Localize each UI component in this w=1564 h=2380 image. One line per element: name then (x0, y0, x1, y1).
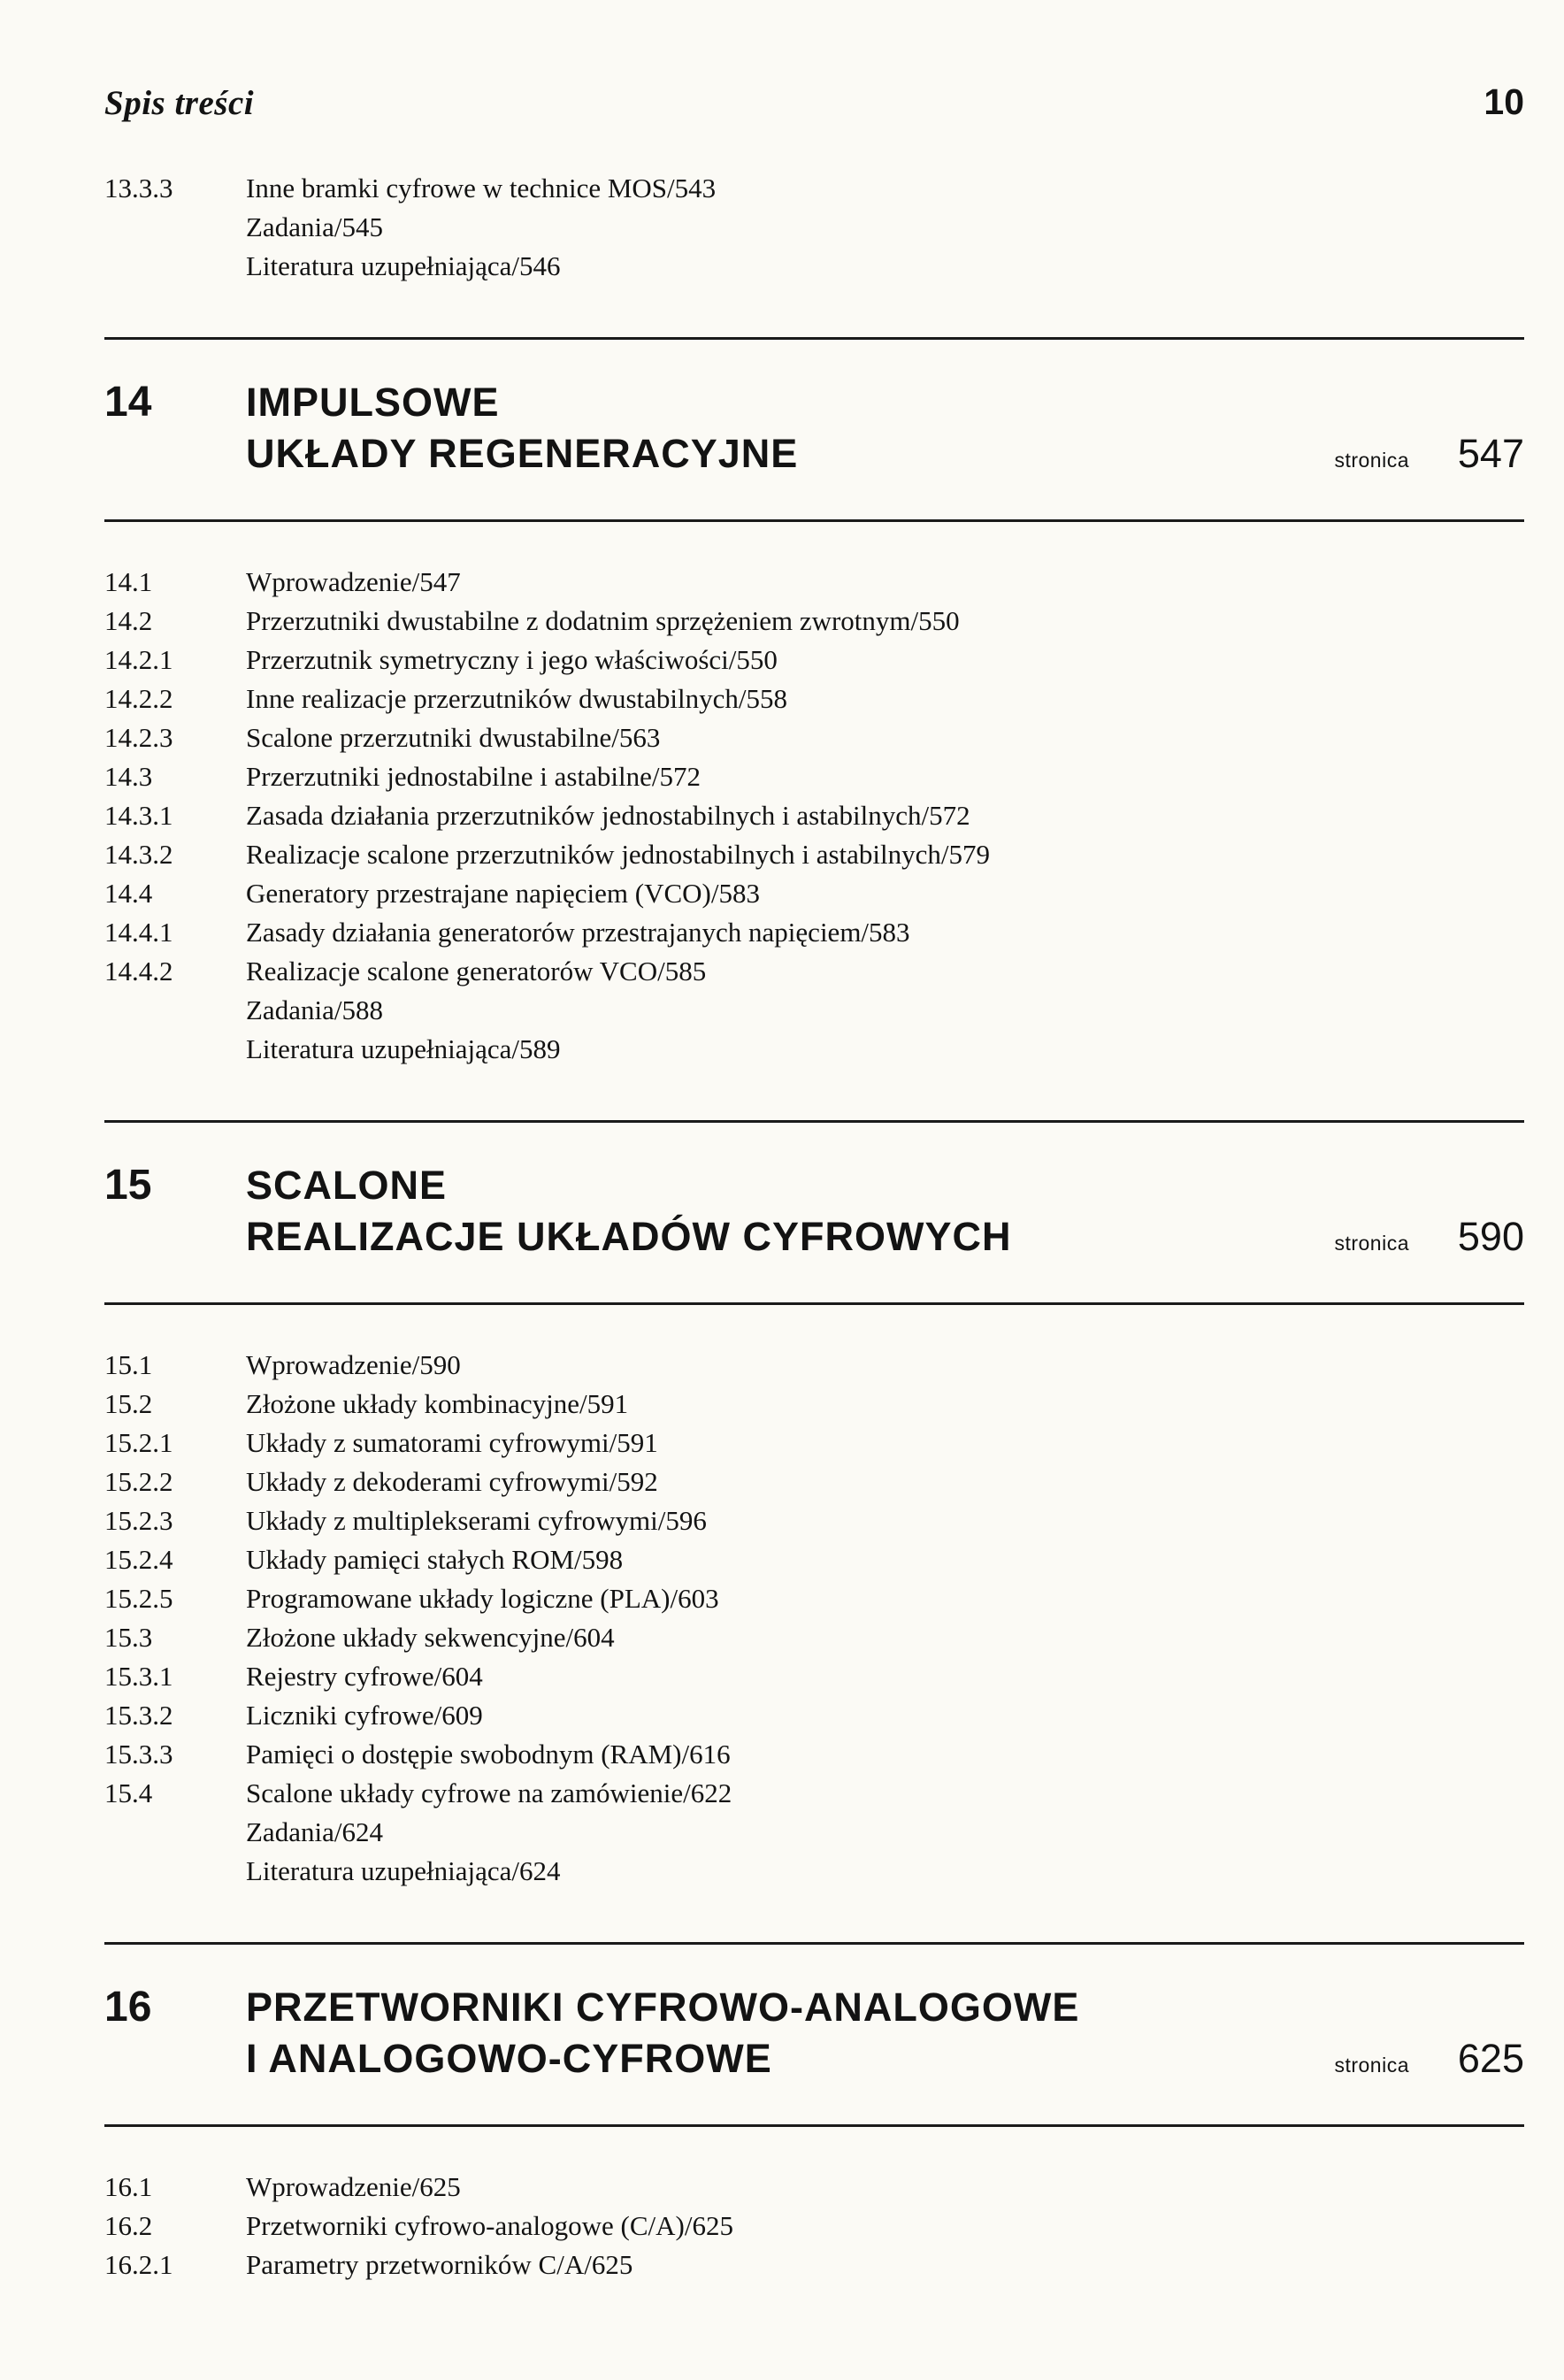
page-title: Spis treści (104, 84, 255, 122)
toc-entry-row (104, 1813, 1524, 1852)
entry-text: Inne realizacje przerzutników dwustabilnych/558 (246, 683, 788, 714)
entry-number: 16.2.1 (104, 2249, 173, 2280)
chapter-number: 15 (104, 1162, 152, 1209)
toc-entry-row (104, 1735, 1524, 1774)
entry-number: 16.1 (104, 2171, 153, 2202)
toc-entry-row (104, 1030, 1524, 1069)
entry-text: Zadania/588 (246, 994, 383, 1025)
toc-entry-row (104, 952, 1524, 991)
entry-text: Zasady działania generatorów przestrajanych napięciem/583 (246, 917, 910, 948)
entry-text: Scalone układy cyfrowe na zamówienie/622 (246, 1777, 732, 1808)
entry-text: Scalone przerzutniki dwustabilne/563 (246, 722, 661, 753)
entry-text: Zadania/545 (246, 211, 383, 242)
page-number: 10 (1484, 81, 1524, 122)
toc-entry-row (104, 1618, 1524, 1657)
toc-entry-row (104, 874, 1524, 913)
toc-entry-row (104, 247, 1524, 286)
toc-entry-row (104, 835, 1524, 874)
chapter-number: 16 (104, 1984, 152, 2031)
entry-number: 15.3 (104, 1622, 153, 1653)
entry-text: Literatura uzupełniająca/589 (246, 1033, 561, 1064)
entry-text: Złożone układy sekwencyjne/604 (246, 1622, 615, 1653)
entry-text: Generatory przestrajane napięciem (VCO)/583 (246, 878, 760, 909)
toc-entry-row (104, 1774, 1524, 1813)
toc-section-14 (104, 563, 1524, 1069)
entry-text: Liczniki cyfrowe/609 (246, 1700, 483, 1731)
entry-number: 14.4 (104, 878, 153, 909)
entry-number: 15.1 (104, 1349, 153, 1380)
toc-entry-row (104, 1579, 1524, 1618)
toc-entry-row (104, 796, 1524, 835)
toc-entry-row (104, 1346, 1524, 1385)
entry-number: 15.2.1 (104, 1427, 173, 1458)
page-header (104, 81, 1524, 123)
entry-number: 15.3.1 (104, 1661, 173, 1692)
toc-entry-row (104, 913, 1524, 952)
entry-number: 16.2 (104, 2210, 153, 2241)
toc-entry-row (104, 169, 1524, 208)
entry-text: Rejestry cyfrowe/604 (246, 1661, 483, 1692)
toc-entry-row (104, 1385, 1524, 1424)
entry-text: Pamięci o dostępie swobodnym (RAM)/616 (246, 1739, 731, 1770)
entry-number: 15.3.2 (104, 1700, 173, 1731)
entry-number: 14.2 (104, 605, 153, 636)
entry-number: 15.2.2 (104, 1466, 173, 1497)
entry-number: 14.3 (104, 761, 153, 792)
entry-text: Wprowadzenie/625 (246, 2171, 461, 2202)
chapter-heading-15 (104, 1123, 1524, 1269)
chapter-heading-16 (104, 1945, 1524, 2091)
toc-entry-row (104, 563, 1524, 602)
entry-text: Przerzutniki jednostabilne i astabilne/572 (246, 761, 701, 792)
entry-number: 14.4.1 (104, 917, 173, 948)
entry-text: Przetworniki cyfrowo-analogowe (C/A)/625 (246, 2210, 733, 2241)
divider (104, 2124, 1524, 2127)
toc-section-13 (104, 169, 1524, 286)
toc-entry-row (104, 1852, 1524, 1891)
chapter-page-number: 590 (1457, 1214, 1524, 1259)
entry-number: 15.4 (104, 1777, 153, 1808)
chapter-title-line1: PRZETWORNIKI CYFROWO-ANALOGOWE (246, 1985, 1080, 2030)
entry-number: 14.2.3 (104, 722, 173, 753)
chapter-title-line1: SCALONE (246, 1163, 448, 1208)
toc-entry-row (104, 2207, 1524, 2246)
entry-number: 14.1 (104, 566, 153, 597)
entry-text: Przerzutniki dwustabilne z dodatnim sprzężeniem zwrotnym/550 (246, 605, 960, 636)
toc-section-15 (104, 1346, 1524, 1891)
toc-entry-row (104, 1657, 1524, 1696)
stronica-label: stronica (1334, 1232, 1409, 1255)
entry-number: 14.3.2 (104, 839, 173, 870)
chapter-page-number: 625 (1457, 2036, 1524, 2081)
stronica-label: stronica (1334, 449, 1409, 472)
entry-text: Złożone układy kombinacyjne/591 (246, 1388, 629, 1419)
entry-number: 14.3.1 (104, 800, 173, 831)
toc-entry-row (104, 1463, 1524, 1501)
entry-text: Układy z dekoderami cyfrowymi/592 (246, 1466, 658, 1497)
chapter-page-number: 547 (1457, 431, 1524, 476)
entry-text: Parametry przetworników C/A/625 (246, 2249, 633, 2280)
divider (104, 1302, 1524, 1305)
entry-text: Programowane układy logiczne (PLA)/603 (246, 1583, 719, 1614)
toc-entry-row (104, 991, 1524, 1030)
toc-entry-row (104, 679, 1524, 718)
entry-text: Zadania/624 (246, 1816, 383, 1847)
entry-text: Wprowadzenie/547 (246, 566, 461, 597)
entry-number: 14.4.2 (104, 956, 173, 987)
entry-text: Realizacje scalone przerzutników jednostabilnych i astabilnych/579 (246, 839, 991, 870)
toc-entry-row (104, 1540, 1524, 1579)
chapter-title-line2: REALIZACJE UKŁADÓW CYFROWYCH (246, 1214, 1012, 1259)
toc-entry-row (104, 757, 1524, 796)
entry-text: Realizacje scalone generatorów VCO/585 (246, 956, 707, 987)
entry-text: Przerzutnik symetryczny i jego właściwości/550 (246, 644, 778, 675)
toc-entry-row (104, 1501, 1524, 1540)
entry-number: 14.2.2 (104, 683, 173, 714)
chapter-number: 14 (104, 379, 152, 426)
toc-entry-row (104, 641, 1524, 679)
entry-number: 15.2.5 (104, 1583, 173, 1614)
entry-text: Układy z sumatorami cyfrowymi/591 (246, 1427, 658, 1458)
entry-number: 14.2.1 (104, 644, 173, 675)
toc-entry-row (104, 602, 1524, 641)
entry-text: Układy pamięci stałych ROM/598 (246, 1544, 624, 1575)
entry-text: Zasada działania przerzutników jednostabilnych i astabilnych/572 (246, 800, 970, 831)
toc-entry-row (104, 2246, 1524, 2284)
chapter-title-line2: UKŁADY REGENERACYJNE (246, 431, 799, 476)
toc-entry-row (104, 718, 1524, 757)
toc-section-16 (104, 2168, 1524, 2284)
chapter-title-line2: I ANALOGOWO-CYFROWE (246, 2036, 772, 2081)
chapter-heading-14 (104, 340, 1524, 486)
entry-text: Wprowadzenie/590 (246, 1349, 461, 1380)
stronica-label: stronica (1334, 2054, 1409, 2077)
entry-text: Układy z multiplekserami cyfrowymi/596 (246, 1505, 707, 1536)
entry-text: Literatura uzupełniająca/624 (246, 1855, 561, 1886)
toc-entry-row (104, 1696, 1524, 1735)
entry-number: 13.3.3 (104, 173, 173, 203)
toc-entry-row (104, 1424, 1524, 1463)
entry-number: 15.2 (104, 1388, 153, 1419)
entry-text: Inne bramki cyfrowe w technice MOS/543 (246, 173, 717, 203)
entry-number: 15.3.3 (104, 1739, 173, 1770)
entry-number: 15.2.3 (104, 1505, 173, 1536)
toc-entry-row (104, 208, 1524, 247)
chapter-title-line1: IMPULSOWE (246, 380, 500, 425)
entry-text: Literatura uzupełniająca/546 (246, 250, 561, 281)
toc-entry-row (104, 2168, 1524, 2207)
divider (104, 519, 1524, 522)
entry-number: 15.2.4 (104, 1544, 173, 1575)
